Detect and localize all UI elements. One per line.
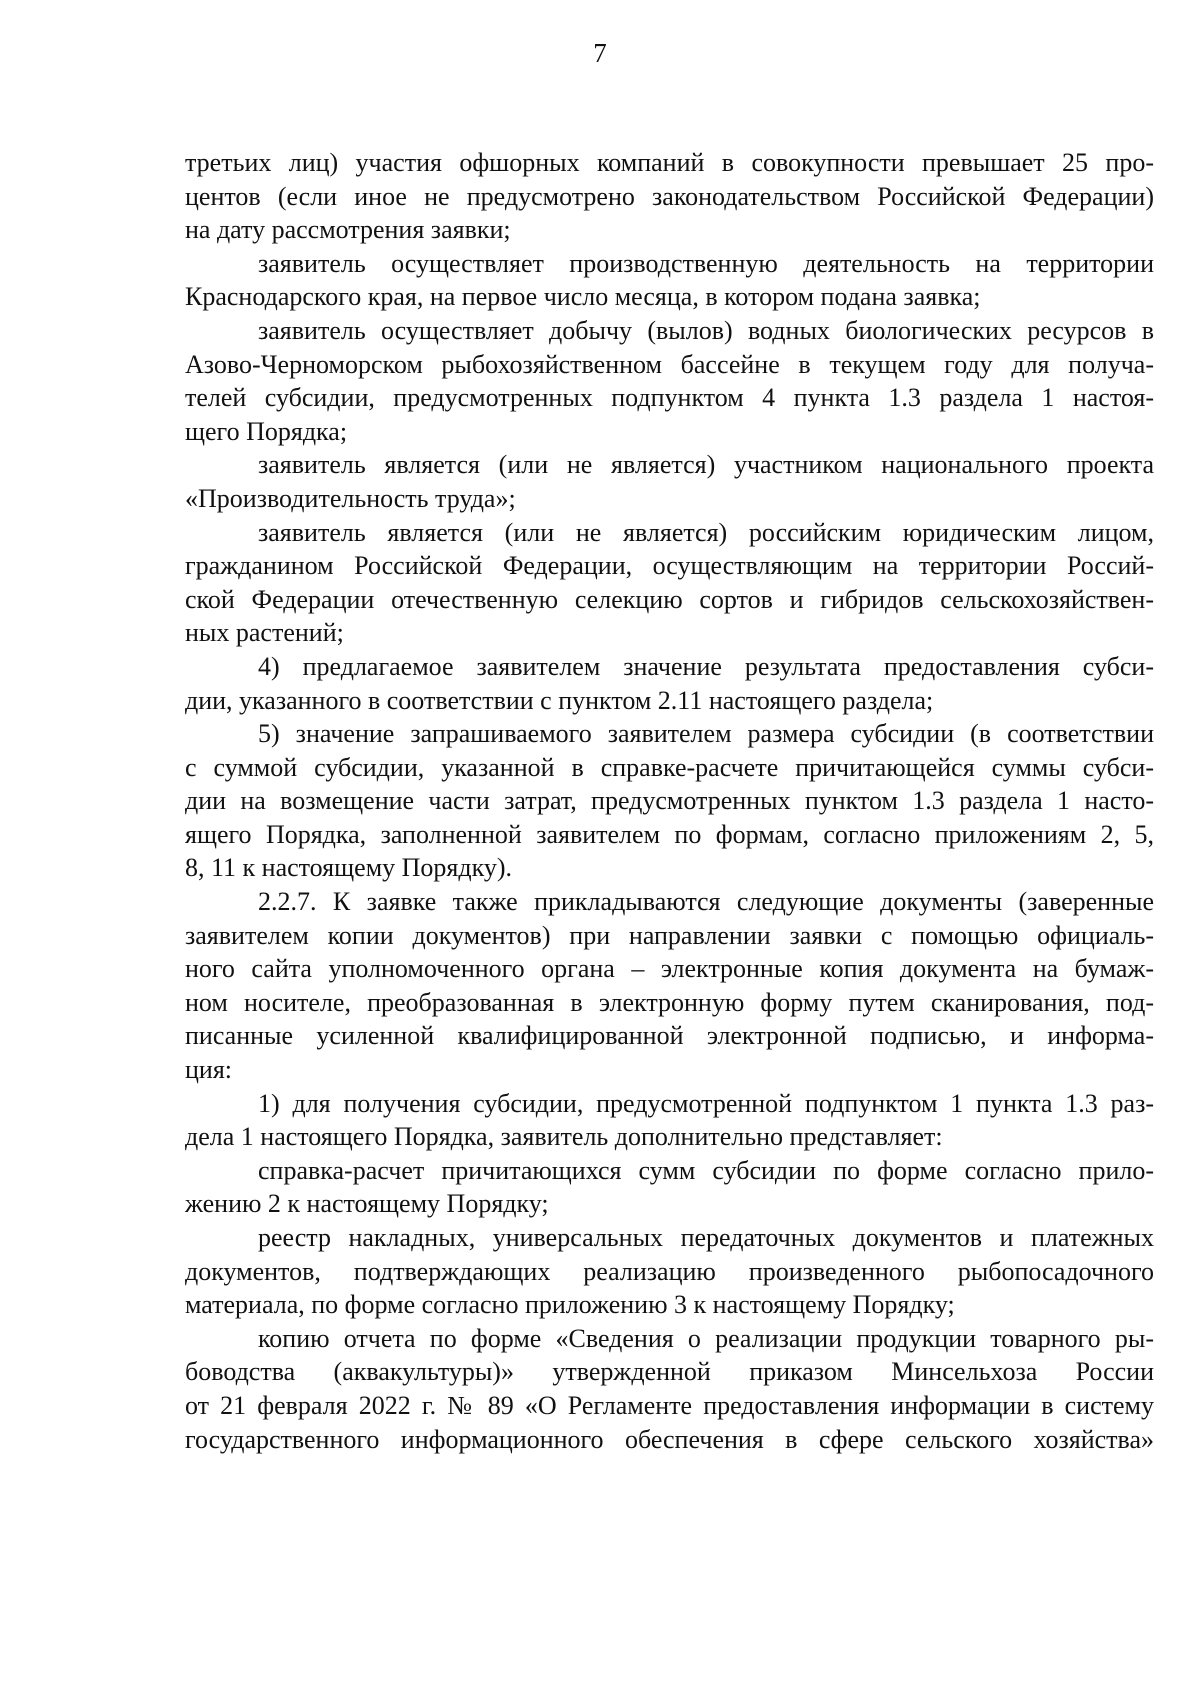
text-line: жению 2 к настоящему Порядку; [185, 1189, 549, 1219]
text-line: заявитель является (или не является) участником национального проекта [258, 450, 1154, 480]
paragraph [185, 146, 1154, 247]
paragraph [185, 1087, 1154, 1154]
text-line: третьих лиц) участия офшорных компаний в совокупности превышает 25 про- [185, 148, 1154, 177]
text-line: на дату рассмотрения заявки; [185, 215, 511, 245]
text-line: ской Федерации отечественную селекцию сортов и гибридов сельскохозяйствен- [185, 584, 1154, 614]
text-line: дии, указанного в соответствии с пунктом 2.11 настоящего раздела; [185, 685, 934, 715]
text-line: 1) для получения субсидии, предусмотренной подпунктом 1 пункта 1.3 раз- [258, 1088, 1154, 1118]
paragraph [185, 314, 1154, 448]
paragraph [185, 247, 1154, 314]
text-line: 2.2.7. К заявке также прикладываются следующие документы (заверенные [258, 887, 1154, 917]
text-line: 5) значение запрашиваемого заявителем размера субсидии (в соответствии [258, 719, 1154, 749]
text-line: государственного информационного обеспечения в сфере сельского хозяйства» [185, 1424, 1154, 1454]
text-line: материала, по форме согласно приложению 3 к настоящему Порядку; [185, 1290, 955, 1320]
page-number: 7 [593, 38, 607, 68]
text-line: боводства (аквакультуры)» утвержденной приказом Минсельхоза России [185, 1357, 1154, 1387]
text-line: ного сайта уполномоченного органа – электронные копия документа на бумаж- [185, 954, 1154, 984]
text-line: дела 1 настоящего Порядка, заявитель дополнительно представляет: [185, 1122, 943, 1152]
text-line: ном носителе, преобразованная в электронную форму путем сканирования, под- [185, 987, 1154, 1017]
text-line: копию отчета по форме «Сведения о реализации продукции товарного ры- [258, 1323, 1154, 1353]
text-line: центов (если иное не предусмотрено законодательством Российской Федерации) [185, 181, 1154, 211]
paragraph [185, 1322, 1154, 1456]
text-line: справка-расчет причитающихся сумм субсидии по форме согласно прило- [258, 1155, 1154, 1185]
text-line: реестр накладных, универсальных передаточных документов и платежных [258, 1223, 1154, 1252]
text-line: гражданином Российской Федерации, осуществляющим на территории Россий- [185, 551, 1154, 581]
text-line: заявитель осуществляет добычу (вылов) водных биологических ресурсов в [258, 315, 1154, 345]
text-line: Краснодарского края, на первое число месяца, в котором подана заявка; [185, 282, 981, 312]
paragraph [185, 1221, 1154, 1322]
text-line: ных растений; [185, 618, 344, 648]
text-line: заявитель является (или не является) российским юридическим лицом, [258, 517, 1154, 547]
paragraph [185, 650, 1154, 717]
paragraph [185, 717, 1154, 885]
paragraph [185, 1154, 1154, 1221]
text-line: ция: [185, 1055, 233, 1085]
text-line: дии на возмещение части затрат, предусмотренных пунктом 1.3 раздела 1 насто- [185, 786, 1154, 816]
text-line: от 21 февраля 2022 г. № 89 «О Регламенте предоставления информации в систему [185, 1390, 1154, 1420]
text-line: с суммой субсидии, указанной в справке-расчете причитающейся суммы субси- [185, 752, 1154, 782]
text-line: Азово-Черноморском рыбохозяйственном бассейне в текущем году для получа- [185, 349, 1154, 379]
text-line: телей субсидии, предусмотренных подпунктом 4 пункта 1.3 раздела 1 настоя- [185, 383, 1154, 413]
text-line: щего Порядка; [185, 416, 348, 446]
text-line: заявителем копии документов) при направлении заявки с помощью официаль- [185, 920, 1154, 950]
text-line: заявитель осуществляет производственную деятельность на территории [258, 248, 1154, 278]
text-line: «Производительность труда»; [185, 483, 516, 513]
paragraph [185, 885, 1154, 1087]
paragraph [185, 448, 1154, 515]
paragraph [185, 516, 1154, 650]
text-line: ящего Порядка, заполненной заявителем по формам, согласно приложениям 2, 5, [185, 819, 1154, 849]
text-line: 4) предлагаемое заявителем значение результата предоставления субси- [258, 651, 1154, 681]
text-line: 8, 11 к настоящему Порядку). [185, 853, 513, 883]
text-line: документов, подтверждающих реализацию произведенного рыбопосадочного [185, 1256, 1154, 1286]
text-line: писанные усиленной квалифицированной электронной подписью, и информа- [185, 1021, 1154, 1051]
document-body [185, 146, 1154, 1456]
